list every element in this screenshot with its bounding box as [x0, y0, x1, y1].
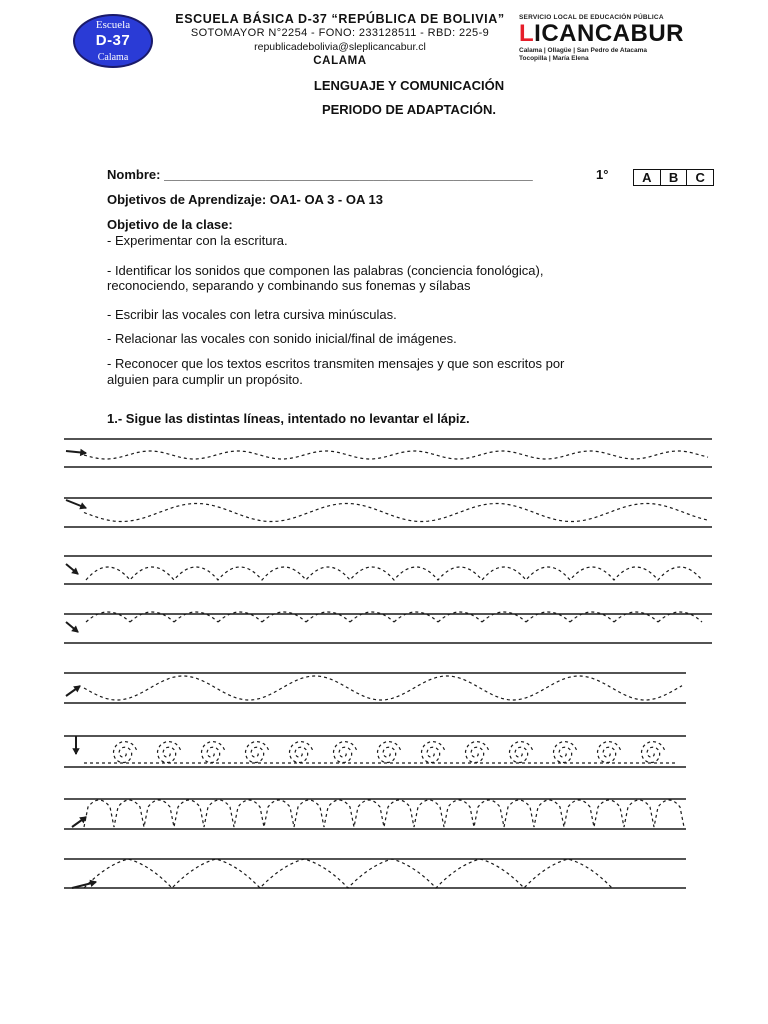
- tracing-pattern-spiral: [158, 742, 181, 763]
- arrow-head-icon: [90, 880, 96, 886]
- tracing-pattern-loops: [84, 800, 684, 827]
- tracing-pattern-spiral: [510, 742, 533, 763]
- slep-service-label: SERVICIO LOCAL DE EDUCACIÓN PÚBLICA: [519, 14, 664, 21]
- school-email: republicadebolivia@sleplicancabur.cl: [254, 41, 426, 53]
- tracing-pattern-spiral: [290, 742, 313, 763]
- slep-name: [519, 21, 729, 47]
- section-a[interactable]: A: [634, 170, 661, 185]
- name-underline: ___________________________________________________: [164, 167, 533, 182]
- period-title: PERIODO DE ADAPTACIÓN.: [321, 102, 497, 117]
- objective-item: - Relacionar las vocales con sonido inicial/final de imágenes.: [107, 331, 457, 346]
- slep-logo: [519, 14, 729, 63]
- section-selector[interactable]: [633, 169, 714, 186]
- seal-top-text: Escuela: [95, 19, 131, 31]
- objective-item: reconociendo, separando y combinando sus fonemas y sílabas: [107, 278, 471, 293]
- arrow-head-icon: [80, 450, 86, 456]
- objective-item: - Reconocer que los textos escritos transmiten mensajes y que son escritos por: [107, 356, 565, 371]
- learning-objectives: Objetivos de Aprendizaje: OA1- OA 3 - OA 13: [107, 192, 383, 207]
- arrow-head-icon: [73, 749, 79, 754]
- slep-communes-1: Calama | Ollagüe | San Pedro de Atacama: [519, 47, 648, 54]
- exercise-instruction: 1.- Sigue las distintas líneas, intentado no levantar el lápiz.: [107, 411, 470, 426]
- tracing-pattern-spiral: [334, 742, 357, 763]
- slep-name-prefix: L: [519, 20, 535, 47]
- tracing-pattern-spiral: [466, 742, 489, 763]
- tracing-pattern-spiral: [554, 742, 577, 763]
- tracing-pattern-large-wave: [84, 504, 708, 522]
- tracing-pattern-small-arcs: [86, 567, 702, 580]
- tracing-worksheet: [0, 425, 768, 905]
- tracing-pattern-spiral: [246, 742, 269, 763]
- objective-item: - Identificar los sonidos que componen las palabras (conciencia fonológica),: [107, 263, 544, 278]
- school-name: ESCUELA BÁSICA D-37 “REPÚBLICA DE BOLIVIA”: [175, 12, 505, 26]
- grade-label: 1°: [596, 167, 609, 182]
- school-city: CALAMA: [313, 55, 367, 67]
- school-seal-logo: [73, 14, 153, 68]
- tracing-pattern-small-wave: [84, 451, 708, 459]
- objective-item: alguien para cumplir un propósito.: [107, 372, 303, 387]
- school-info: [160, 12, 520, 68]
- tracing-pattern-spiral: [598, 742, 621, 763]
- section-b[interactable]: B: [661, 170, 688, 185]
- seal-middle-text: D-37: [95, 32, 131, 49]
- slep-communes-2: Tocopilla | María Elena: [519, 55, 589, 62]
- arrow-head-icon: [80, 503, 86, 508]
- school-address: SOTOMAYOR N°2254 - FONO: 233128511 - RBD: 225-9: [190, 27, 490, 39]
- section-c[interactable]: C: [695, 170, 705, 185]
- slep-name-rest: ICANCABUR: [534, 20, 684, 47]
- seal-bottom-text: Calama: [97, 52, 129, 63]
- class-objective-heading: Objetivo de la clase:: [107, 217, 233, 232]
- subject-title: LENGUAJE Y COMUNICACIÓN: [313, 78, 505, 93]
- tracing-pattern-big-wave: [84, 676, 682, 700]
- tracing-pattern-spiral: [378, 742, 401, 763]
- objective-item: - Experimentar con la escritura.: [107, 233, 288, 248]
- tracing-pattern-spiral: [202, 742, 225, 763]
- name-label: Nombre:: [107, 167, 165, 182]
- tracing-pattern-peaks: [84, 859, 612, 888]
- tracing-pattern-spiral: [642, 742, 665, 763]
- objective-item: - Escribir las vocales con letra cursiva minúsculas.: [107, 307, 397, 322]
- name-field[interactable]: [107, 167, 533, 182]
- tracing-pattern-spiral: [422, 742, 445, 763]
- tracing-pattern-spiral: [114, 742, 137, 763]
